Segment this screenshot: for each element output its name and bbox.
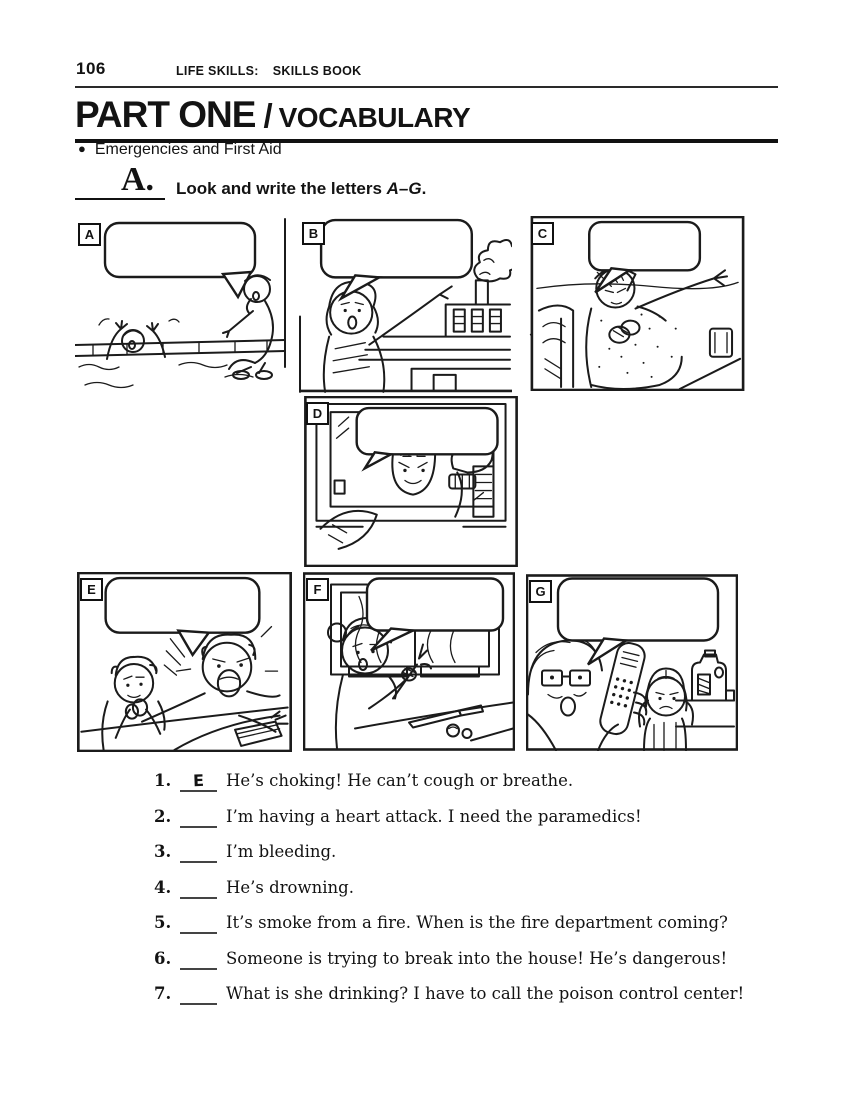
speech-bubble: [106, 578, 260, 655]
question-number: 1.: [154, 771, 172, 790]
panel-d-letter: D: [312, 406, 323, 421]
panel-g: [526, 574, 738, 751]
panel-d: [303, 396, 519, 567]
answer-blank-4[interactable]: [180, 878, 217, 899]
header-rule: [75, 86, 778, 88]
panel-e: [77, 572, 292, 752]
question-number: 3.: [154, 842, 172, 861]
panel-a-letter-box: [78, 223, 101, 246]
panel-c-letter: C: [537, 226, 548, 241]
panel-d-illustration: [303, 396, 519, 567]
panel-a: [75, 217, 287, 393]
question-row-1: [154, 771, 744, 792]
question-row-6: [154, 949, 744, 970]
running-title: [176, 64, 361, 78]
question-row-2: [154, 807, 744, 828]
panel-b-letter-box: [302, 222, 325, 245]
panel-c-letter-box: [531, 222, 554, 245]
speech-bubble: [589, 222, 700, 292]
part-title: PART ONE: [75, 94, 256, 135]
panel-e-letter: E: [87, 582, 96, 597]
speech-bubble: [105, 223, 255, 297]
speech-bubble: [357, 408, 498, 468]
answer-blank-7[interactable]: [180, 984, 217, 1005]
exercise-instruction: [176, 179, 426, 199]
speech-bubble: [321, 220, 472, 298]
question-text: It’s smoke from a fire. When is the fire department coming?: [226, 913, 728, 932]
panel-b-letter: B: [308, 226, 319, 241]
panel-f: [303, 572, 515, 751]
panel-f-letter-box: [306, 578, 329, 601]
panel-b-illustration: [299, 216, 512, 393]
question-text: He’s drowning.: [226, 877, 354, 897]
question-number: 5.: [154, 913, 172, 932]
panel-a-illustration: [75, 217, 287, 393]
panel-g-letter: G: [535, 584, 546, 599]
question-row-7: [154, 984, 744, 1005]
part-separator: /: [263, 97, 273, 134]
answer-blank-3[interactable]: [180, 842, 217, 863]
exercise-letter: A.: [121, 161, 155, 198]
panel-g-illustration: [526, 574, 738, 751]
answer-blank-5[interactable]: [180, 913, 217, 934]
panel-f-illustration: [303, 572, 515, 751]
page-number: 106: [76, 59, 106, 78]
panel-e-letter-box: [80, 578, 103, 601]
questions-list: [154, 771, 744, 1020]
speech-bubble: [558, 579, 718, 665]
question-row-4: [154, 878, 744, 899]
instruction-prefix: Look and write the letters: [176, 179, 387, 198]
question-number: 4.: [154, 877, 172, 897]
section-title: VOCABULARY: [278, 102, 471, 133]
panel-e-illustration: [77, 572, 292, 752]
question-number: 7.: [154, 984, 172, 1003]
topic-line: [78, 141, 282, 159]
instruction-suffix: .: [421, 179, 427, 198]
instruction-range: A–G: [386, 179, 422, 198]
question-text: What is she drinking? I have to call the poison control center!: [226, 984, 745, 1003]
answer-blank-2[interactable]: [180, 807, 217, 828]
panel-d-letter-box: [306, 402, 329, 425]
question-row-5: [154, 913, 744, 934]
question-text: He’s choking! He can’t cough or breathe.: [226, 771, 574, 790]
panel-f-letter: F: [313, 582, 322, 597]
answer-blank-6[interactable]: [180, 949, 217, 970]
question-text: Someone is trying to break into the house! He’s dangerous!: [226, 948, 728, 968]
panel-a-letter: A: [84, 227, 95, 242]
topic-label: Emergencies and First Aid: [94, 141, 282, 158]
question-number: 2.: [154, 806, 172, 826]
running-title-right: SKILLS BOOK: [272, 64, 362, 78]
bullet-icon: ●: [78, 141, 86, 156]
speech-bubble: [367, 579, 503, 651]
panel-b: [299, 216, 512, 393]
part-heading: [75, 94, 778, 143]
answer-letter: E: [192, 770, 205, 791]
panel-g-letter-box: [529, 580, 552, 603]
panel-c-illustration: [528, 216, 747, 391]
question-number: 6.: [154, 948, 172, 968]
question-text: I’m bleeding.: [226, 842, 337, 861]
question-text: I’m having a heart attack. I need the paramedics!: [226, 806, 642, 826]
question-row-3: [154, 842, 744, 863]
answer-blank-1[interactable]: [180, 771, 217, 792]
panel-c: [528, 216, 747, 391]
running-title-left: LIFE SKILLS:: [176, 64, 259, 78]
